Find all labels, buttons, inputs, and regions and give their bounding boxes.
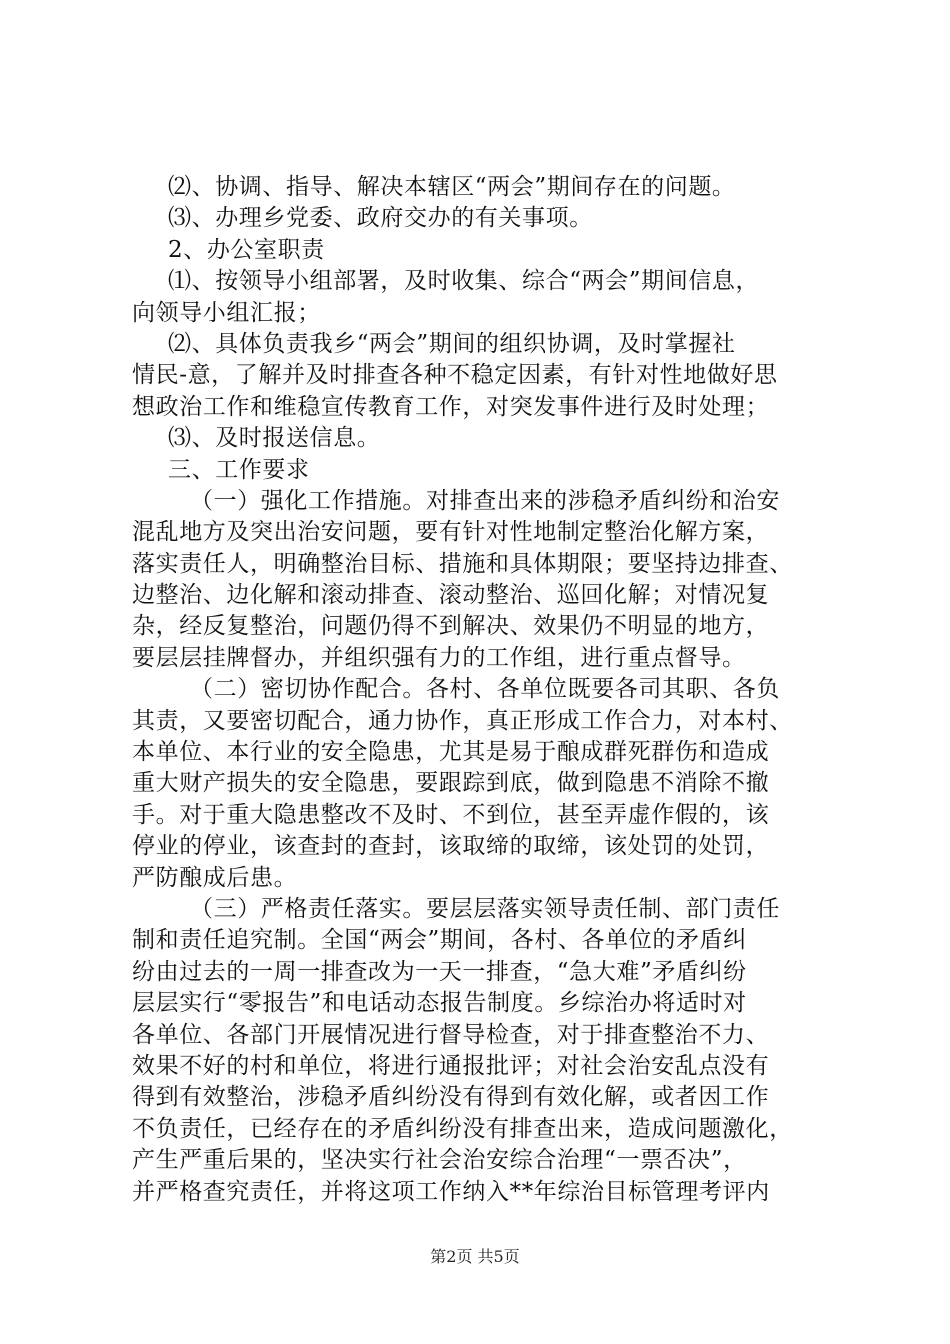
text-line: （二）密切协作配合。各村、各单位既要各司其职、各负 <box>190 676 780 703</box>
text-line: ⑵、具体负责我乡“两会”期间的组织协调，及时掌握社 <box>168 330 736 357</box>
text-line: 严防酿成后患。 <box>132 864 298 891</box>
text-line: （三）严格责任落实。要层层落实领导责任制、部门责任 <box>190 895 780 922</box>
text-line: ⑴、按领导小组部署，及时收集、综合“两会”期间信息， <box>168 268 760 295</box>
text-line: 各单位、各部门开展情况进行督导检查，对于排查整治不力、 <box>132 1021 770 1048</box>
text-line: 要层层挂牌督办，并组织强有力的工作组，进行重点督导。 <box>132 644 746 671</box>
text-line: 本单位、本行业的安全隐患，尤其是易于酿成群死群伤和造成 <box>132 739 770 766</box>
text-line: （一）强化工作措施。对排查出来的涉稳矛盾纠纷和治安 <box>190 487 780 514</box>
text-line: 重大财产损失的安全隐患，要跟踪到底，做到隐患不消除不撤 <box>132 770 770 797</box>
text-line: 想政治工作和维稳宣传教育工作，对突发事件进行及时处理； <box>132 393 770 420</box>
text-line: 杂，经反复整治，问题仍得不到解决、效果仍不明显的地方， <box>132 613 770 640</box>
text-line: 得到有效整治，涉稳矛盾纠纷没有得到有效化解，或者因工作 <box>132 1084 770 1111</box>
text-line: 停业的停业，该查封的查封，该取缔的取缔，该处罚的处罚， <box>132 833 770 860</box>
text-line: 效果不好的村和单位，将进行通报批评；对社会治安乱点没有 <box>132 1052 770 1079</box>
section-heading: 三、工作要求 <box>168 456 310 483</box>
text-line: 手。对于重大隐患整改不及时、不到位，甚至弄虚作假的，该 <box>132 801 770 828</box>
text-line: ⑶、办理乡党委、政府交办的有关事项。 <box>168 205 593 232</box>
text-line: 情民-意，了解并及时排查各种不稳定因素，有针对性地做好思 <box>132 362 778 389</box>
page-number-footer: 第2页 共5页 <box>430 1247 520 1266</box>
text-line: ⑶、及时报送信息。 <box>168 425 381 452</box>
text-line: 并严格查究责任，并将这项工作纳入**年综治目标管理考评内 <box>132 1178 770 1205</box>
text-line: 纷由过去的一周一排查改为一天一排查，“急大难”矛盾纠纷 <box>132 958 747 985</box>
text-line: 产生严重后果的，坚决实行社会治安综合治理“一票否决”， <box>132 1147 747 1174</box>
text-line: 边整治、边化解和滚动排查、滚动整治、巡回化解；对情况复 <box>132 582 770 609</box>
text-line: 层层实行“零报告”和电话动态报告制度。乡综治办将适时对 <box>132 990 747 1017</box>
text-line: 混乱地方及突出治安问题，要有针对性地制定整治化解方案， <box>132 519 770 546</box>
section-heading: 2、办公室职责 <box>168 236 325 263</box>
text-line: 落实责任人，明确整治目标、措施和具体期限；要坚持边排查、 <box>132 550 793 577</box>
text-line: ⑵、协调、指导、解决本辖区“两会”期间存在的问题。 <box>168 174 736 200</box>
text-line: 不负责任，已经存在的矛盾纠纷没有排查出来，造成问题激化， <box>132 1115 793 1142</box>
text-line: 其责，又要密切配合，通力协作，真正形成工作合力，对本村、 <box>132 707 793 734</box>
text-line: 向领导小组汇报； <box>132 299 321 326</box>
document-body <box>132 172 832 1208</box>
text-line: 制和责任追究制。全国“两会”期间，各村、各单位的矛盾纠 <box>132 927 747 954</box>
